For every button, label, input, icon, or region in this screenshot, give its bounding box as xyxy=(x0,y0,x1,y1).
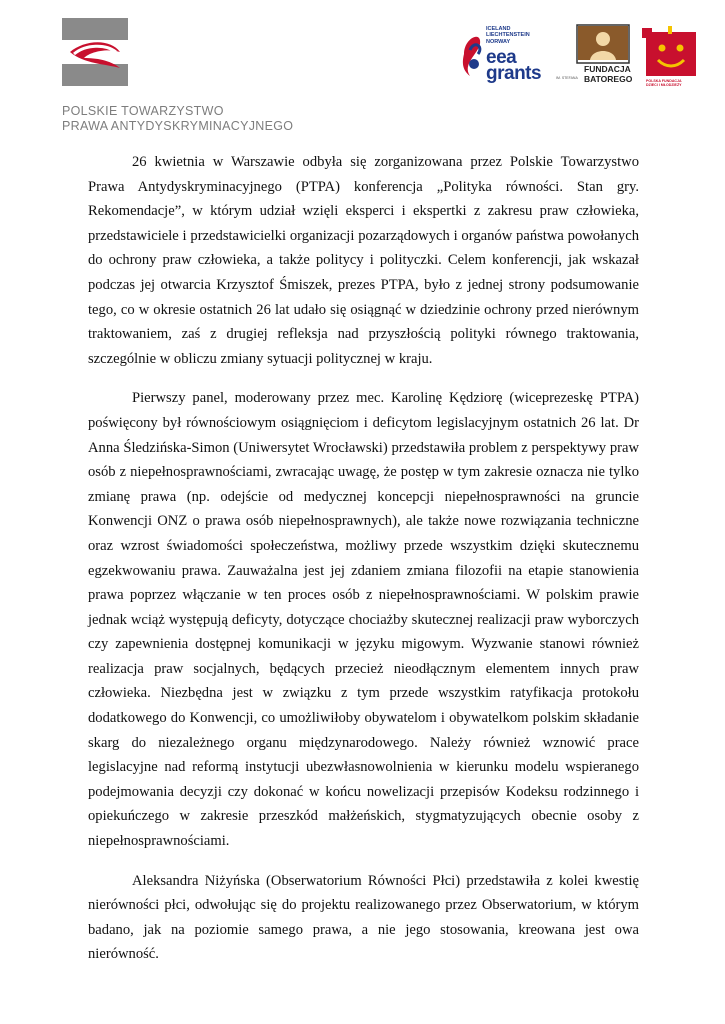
eea-word1: eea xyxy=(486,47,517,68)
eea-country: NORWAY xyxy=(486,38,511,45)
paragraph: Aleksandra Niżyńska (Obserwatorium Równości Płci) przedstawiła z kolei kwestię nierówności płci, odwołując się do projektu realizowanego przez Obserwatorium, w którym badano, jak na poziomie samego prawa, a nie jego stosowania, kreowana jest owa nierówność. xyxy=(88,872,639,963)
eea-country: LIECHTENSTEIN xyxy=(486,32,530,39)
eea-countries xyxy=(486,26,530,45)
batory-word2: BATOREGO xyxy=(584,74,633,84)
article-body xyxy=(88,150,639,982)
batory-word1: FUNDACJA xyxy=(584,64,631,74)
org-name-line1: POLSKIE TOWARZYSTWO xyxy=(62,104,224,118)
batory-small-text: IM. STEFANA xyxy=(556,76,578,80)
ptpa-s-icon xyxy=(62,18,128,86)
batory-portrait-icon xyxy=(578,26,628,60)
letterhead xyxy=(0,0,725,140)
eea-grants-wordmark xyxy=(486,47,542,84)
pfdm-text xyxy=(646,79,682,87)
pfdm-line1: POLSKA FUNDACJA xyxy=(646,79,682,83)
pfdm-line2: DZIECI I MŁODZIEŻY xyxy=(646,83,682,88)
paragraph: Pierwszy panel, moderowany przez mec. Karolinę Kędziorę (wiceprezeskę PTPA) poświęcony był równościowym osiągnięciom i deficytom legislacyjnym ostatnich 26 lat. Dr Anna Śledzińska-Simon (Uniwersytet Wrocławski) przedstawiła problem z perspektywy praw osób z niepełnosprawnościami, zwracając uwagę, że postęp w tym zakresie oznacza nie tylko zmianę prawa (np. odejście od medycznej koncepcji niepełnosprawności na gruncie Konwencji ONZ o prawa osób niepełnosprawnych), ale także nowe rozwiązania techniczne oraz wzrost świadomości społeczeństwa, możliwy przede wszystkim dzięki skutecznemu egzekwowaniu prawa. Zauważalna jest jej zdaniem zmiana filozofii na etapie stanowienia prawa poprzez włączanie w ten proces osób z niepełnosprawnościami. W polskim prawie jednak wciąż występują deficyty, dotyczące chociażby skutecznej realizacji praw wyborczych czy zapewnienia dostępnej komunikacji w języku migowym. Wyzwanie stanowi również realizacja praw socjalnych, będących przecież nieodłącznym elementem innych praw człowieka. Niezbędna jest w związku z tym przede wszystkim ratyfikacja protokołu dodatkowego do Konwencji, co umożliwiłoby obywatelom i obywatelkom polskim składanie skarg do niezależnego organu międzynarodowego. Należy również wznowić prace legislacyjne nad reformą instytucji ubezwłasnowolnienia w kierunku modelu wspieranego podejmowania decyzji czy dokonać w końcu nowelizacji przepisów Kodeksu rodzinnego i opiekuńczego w zakresie przeszkód małżeńskich, stygmatyzujących obecnie osoby z niepełnosprawnościami. xyxy=(88,390,639,850)
eea-country: ICELAND xyxy=(486,26,511,32)
org-name-line2: PRAWA ANTYDYSKRYMINACYJNEGO xyxy=(62,119,294,133)
organization-name xyxy=(62,104,293,134)
paragraph: 26 kwietnia w Warszawie odbyła się zorganizowana przez Polskie Towarzystwo Prawa Antydyskryminacyjnego (PTPA) konferencja „Polityka równości. Stan gry. Rekomendacje”, w którym udział wzięli eksperci i ekspertki z zakresu praw człowieka, przedstawiciele i przedstawicielki organizacji pozarządowych i organów państwa powołanych do ochrony praw człowieka, a także politycy i polityczki. Celem konferencji, jak wskazał podczas jej otwarcia Krzysztof Śmiszek, prezes PTPA, było z jednej strony podsumowanie tego, co w okresie ostatnich 26 lat udało się osiągnąć w dziedzinie ochrony przed nierównym traktowaniem, zaś z drugiej refleksja nad przyszłością polityki równego traktowania, szczególnie w obliczu zmiany sytuacji politycznej w kraju. xyxy=(88,154,639,367)
eea-word2: grants xyxy=(486,63,542,84)
